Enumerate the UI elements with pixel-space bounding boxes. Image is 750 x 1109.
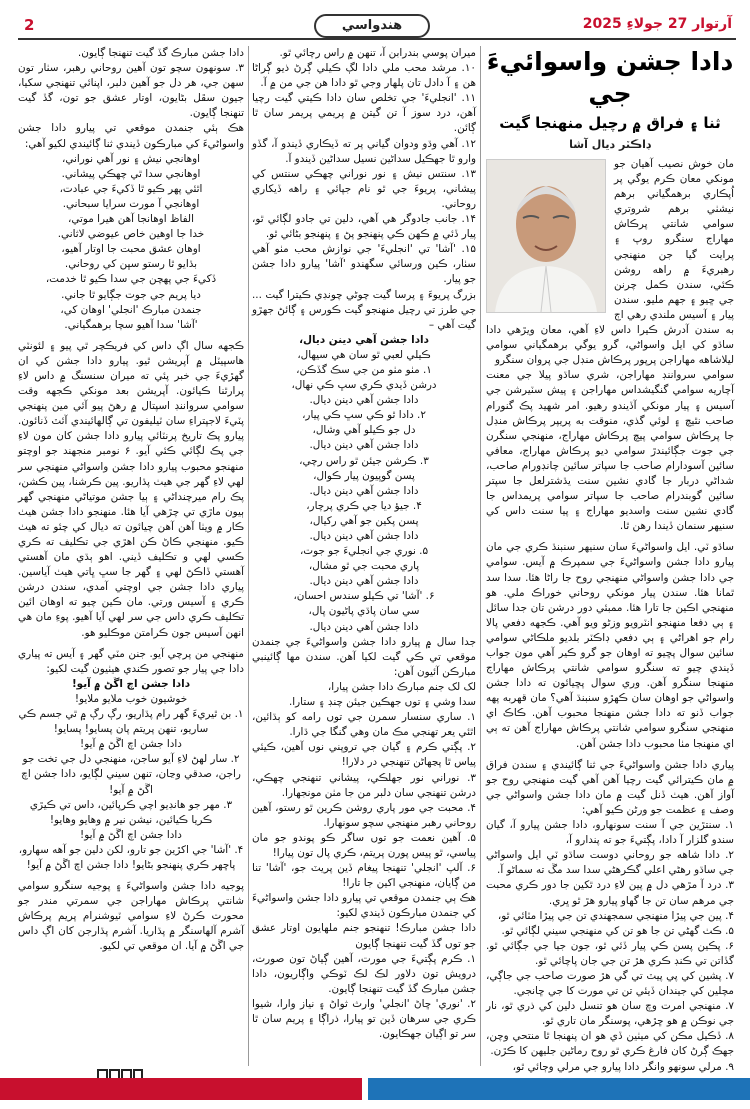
verse: ۱۱. 'انجليءَ' جي تخلص سان دادا ڪيتي گيت رچيا آهن، درد سوز آ تن گيتن ۾ پريمي پريمر سان ٿا ڳائن. xyxy=(252,92,476,135)
verse: ۴. محبت جي مور پاري روشن ڪرين ٿو رستو، آهين روحاني رهبر منهنجي سچو سونهارا. xyxy=(252,801,476,829)
verse: ۳. سونهون سچو تون آهين روحاني رهبر، سٺار تون سهن جي، هر دل جو آهين دلبر، اپنائي تنهنجي سکيا، جيون سڦل بڻايون، اوتار عشق جو تون، گڏ گيت تنهنجا ڳايون. xyxy=(18,62,244,120)
paragraph: جدا سال ۾ پيارو دادا جشن واسواڻيءَ جي جنمدن موقعي تي ڪي گيت لکيا آهن. سندن مها ڳائينبي مبارڪن آئيون آهن: xyxy=(252,635,476,678)
paragraph: پوجيه دادا جشن واسواڻيءَ ۽ پوجيه سنگرو سوامي شانتي پرڪاش مهاراجن جي سمرتي مندر جو محورت ڪرڻ لاءِ سوامي ٽيوشنرام پريم پرڪاش آشرم آلهاسنگر ۾ پڌاريا. آشرم پڌارجن کان اڳ داس جي اڱڻ ۾ آيا. ان موقعي تي لکيو. xyxy=(18,880,244,953)
poem-line: ۴. جيؤ ديا جي ڪري پرچار، xyxy=(306,499,422,512)
poem-line: دادا جشن آهي دينن ديال. xyxy=(309,394,419,407)
verse: ۱. ڪرم پڳتيءَ جي مورت، آهين ڳياڻ تون صورت، درويش تون دلاور لڪ لڪ ٽوڪي واڳاريون، دادا جشن مبارڪ گڏ گيت تنهنجا ڳايون. xyxy=(252,952,476,995)
poem-line: بڌايو ٿا رستو سڀن کي روحاني. xyxy=(64,258,198,271)
portrait-icon xyxy=(487,160,605,312)
poem-line: ۱. مٺو مٺو من جي سڪ گڏڪن، xyxy=(296,363,432,376)
verse: ۷. منهنجي امرت وچ سان هو تنسل دلين کي ذري ٿو، نار جي نوڪن ۾ هو ڇڙهي، پوسنگر مان تاري ٿو. xyxy=(486,1000,734,1028)
verse: ۵. آهين نعمت جو توں ساگر ڪو پوندو جو مان پياسي، ٿو پيس پورن پريتم، ڪري پال تون پيارا! xyxy=(252,831,476,859)
headline: دادا جشن واسوائيءَ جي xyxy=(486,47,734,108)
poem-line: ۱. بن ٿيريءَ گهر رام پڌاريو، رڳ رڳ ۾ ٿي جسم ڪي ساريو، تنهن پريتم پان پسايو! پسايو! xyxy=(18,708,244,736)
poem-line: دادا جشن آهي دينن ديال. xyxy=(309,439,419,452)
verse: ۱. سنتڙين جي آ سنت سونهارو، دادا جشن پيارو آ، گيان سندو گلزار آ دادا، پڳتيءَ جو ته پندارو آ، xyxy=(486,819,734,847)
footer-bar-blue xyxy=(368,1078,750,1100)
verse: ۲. پڳتي ڪرم ۽ گيان جي تروپني نوں آهين، ڪيئي پياس ٿا پڃهاڻن تنهنجي در دلارا! xyxy=(252,741,476,769)
verse: ۵. ڪٺ گهڻي تن جا هو تن کي منهنجي سيني لڳائي ٿو. xyxy=(501,924,734,937)
verse: سدا وشي ۽ توں جهڪين جيئن چنڊ ۽ ستارا. xyxy=(288,696,476,709)
poem-line: الفاظ اوهانجا آهن هيرا موتي، xyxy=(68,213,194,226)
verse: ۱. ساري سنسار سمرن جي توں رامه کو ٻڌائين، اٿئي يعر تهنجي مڪ مان وهي گنگا جي ڌارا. xyxy=(252,711,476,739)
footer-bar-red xyxy=(0,1078,362,1100)
dateline: آرتوار 27 جولاءِ 2025 xyxy=(582,16,732,32)
paragraph: ساڌو ٽي. ايل واسواڻيءَ سان سنيهر سنبنڌ ڪري جي مان پيارو دادا جشن واسواڻيءَ جي سمپرڪ ۾ آيس. سوامي جي دادا جشن واسواڻي منهنجي روح جا راڻا هئا. سدا سد ٿمانا هئا. سندن پيار مونکي روحاني خوراڪ ملي. هو منهنجي اڪين جا تارا هئا. ممبئي دور درشن تان جدا سائل ۽ ٻي دفعا منهنجو انٽرويو وزڻو ويو آهي. ڪجهه دفعي پالا رام جو اهراڻي ۽ ٻي دفعي ڊاڪٽر بلديو ملڪاڻي سوامي سائين سوال پڇيو ته اوهان جو گرو ڪير آهي مون جواب ڏيندي چيو ته سنگرو سوامي شانتي پرڪاش مهاراج منهنجا سنگرو آهن. وري سوال پڇيائون ته دادا جشن واسواڻي جو اوهان سان ڪهڙو سنبنڌ آهي؟ مان قهربه پهه جواب ڏنو ته دادا جشن منهنجا محبوب آهن. ڪاڪ اي منهنجي سنگرو سوامي شانتي پرڪاش مهاراج آهن ته ٻي اي منهنجا مٺا محبوب دادا جشن آهن. xyxy=(486,541,734,750)
poem-block xyxy=(18,152,244,333)
poem-line: دادا جشن آهي دينن ديال. xyxy=(309,620,419,633)
column-left xyxy=(18,46,244,955)
poem-line: ۳. ڪرشن جيئن ٿو راس رچي، xyxy=(299,454,429,467)
poem-line: اٿئي پهر ڪيو ٿا ڏکيءَ جي عبادت، xyxy=(59,182,203,195)
poem-line: سي سان پاڌي پاڻيون پال، xyxy=(308,605,420,618)
verse: ۲. دادا شاهه جو روحاني دوست ساڌو ٽي ايل واسواڻي جي ساڌو رهڻي اعلي گڪرهڻي سدا سد مڱ ته سماڻو آ. xyxy=(486,849,734,877)
poem-line: ۲. سار لهڻ لاءِ آيو ساجن، منهنجي دل جي تخت جو راجن، صدقي وڃان، تنهن سيني لڳايو، دادا جشن اچ اڱڻ ۾ آيو! xyxy=(21,753,241,796)
poem-line: دادا جشن اچ اڱڻ ۾ آيو! xyxy=(80,828,182,841)
masthead-logo: هندواسي xyxy=(314,14,430,38)
verse: ۷. پشين کي پي پيٽ تي گي هڙ صورت صاحب جي جاڳي، مچلين کي جيندان ڏيئي تن تي مورت کا جي ڇانجي. xyxy=(486,969,734,998)
poem-line: دادا جشن اچ اڱڻ ۾ آيو! xyxy=(71,677,191,690)
paragraph: هڪ ٻي جنمدن موقعي تي پيارو دادا جشن واسواڻيءَ کي جنمدن مبارڪون ڏيندي لکيو: xyxy=(252,892,476,920)
poem-line: ۳. مهر جو هانڊيو اچي ڪرپائين، داس تي ڪيڙي ڪريا ڪيائين، نيشن نير ۾ وهايو وهايو! xyxy=(29,798,233,826)
poem-block xyxy=(252,333,476,635)
subheadline: ثنا ۽ فراق ۾ رچيل منهنجا گيت xyxy=(499,114,721,132)
verse: دادا جشن مبارڪ گڏ گيت تنهنجا ڳايون. xyxy=(77,47,244,59)
poem-line: ديا پريم جي جوت جڳايو ٿا جاني. xyxy=(61,288,201,301)
verse: ۱۰. مرشد محب ملي دادا لڳ ڪيلي ڳرڻ ذيو ڳراڻا هن ۽ آ دادل تان پلهار وجي ٿو دادا هن جي من ۾ آ. xyxy=(252,62,476,90)
poem-line: دادا جشن آهي دينن ديال. xyxy=(309,575,419,588)
verse: ۳. نوراني نور جهلڪي، پيشاني تنهنجي چهڪي، درشن تنهنجي سان دلبر من جا مٺن مونجهارا. xyxy=(252,771,476,799)
paragraph: سوامي سرواننڊ مهاراجن، شري ساڌو پيلا جي معنت آچاريه سوامي گنگيشداس مهاراجن ۽ پيش سٽيرشن جي آسيس ۽ پيار مونکي آڏيندو رهيو. امر شهيد پڪ گنورام صاحب نٿيچ ۽ لوئي گذي، منوقت به پريپر پرڪاش منڊل جا پرڪاش سوامي پيچ پرڪاش مهاراج، منهنجي سنگرن جي جوت جڳائيندڙ سوامي ديو پرڪاش مهاراج، معافي سائين آسودارام صاحب جا سپاتر سائين چانڊورام صاحب، شداڻي دربار جا گادي نشين سنت يڌشترلعل جا سپتر سائين گوبندرام صاحب جا سپاتر سوامي پريمداس جا گادي نشين سنت واسديو مهاراج ۽ پيا سنت داس کي سنيهر سنمان ڏيندا رهن ٿا. xyxy=(486,369,734,533)
paragraph: هڪ ٻئي جنمدن موقعي تي پيارو دادا جشن واسواڻيءَ کي مبارڪون ڏيندي ثنا ڳائيندي لکيو آهي: xyxy=(18,122,244,150)
verse: ۱۲. آهي وڌو ودوان گياني پر ته ڏيڪاري ڏيندو آ، گڏو وارو ٿا جهڪيل سداڻين نسيل سداڻين ڏيندو آ. xyxy=(252,137,476,165)
poem-line: ۵. نوري جي انجليءَ جو جوت، xyxy=(299,545,429,558)
verse: ۱۵. 'آشا' تي 'انجليءَ' جي نوازش محب مٺو آهي سٺار، ڪين ورسائي سگهندو 'آشا' پيارو دادا جشن جو پيار. xyxy=(252,243,476,286)
verse: ۶. آلپ 'انجلي' تنهنجا پيغام ڏين پريٽ جو، 'آشا' تنا من ڳايان، منهنجي اکين جا تارا! xyxy=(252,862,476,890)
verse: ۹. مرلي سونهو وانگر دادا پيارو جي مرلي وڄائي ٿو، xyxy=(512,1060,734,1073)
paragraph: پياري دادا جشن واسواڻيءَ جي ثنا ڳائيندي ۽ سندن فراق ۾ مان ڪيترائي گيت رچيا آهن آهي گيت منهنجي روح جو آواز آهن. هيٺ ڏنل گيت ۾ مان دادا جشن واسواڻي جي وصف ۽ عظمت جو ورڻن ڪيو آهي: xyxy=(486,758,734,816)
page-header xyxy=(18,14,736,36)
poem-line: خوشيون خوب ملايو ملايو! xyxy=(74,692,188,705)
poem-line: پسن پکين جو آهي رکيال، xyxy=(309,514,419,527)
poem-line: ڏکيءَ جي پهچن جي سدا ڪيو ٿا خدمت، xyxy=(45,273,217,286)
paragraph: مان خوش نصيب آهيان جو مونکي معان ڪرم يوگي پر اُپڪاري برهمگياني برهم نيشٺي برهم شروتري سوامي شانتي پرڪاش مهاراج سنگرو روپ ۽ پرايت گيا جن منهنجي رهبريءَ ۾ راهه روشن ڪئي، سندن ڪمل چرنن جي ڇيو ۽ جهم مليو. سندن پيار ۽ آسيس ملندي رهي اڄ به سندن آدرش ڪيرا داس لاءِ آهي، معان ويڙهي دادا ساڌو کي ايل واسواڻي، گرو يوگي برهمگياني سوامي ليلاشاهه مهاراجن پرپور پرڪاش منڊل جي پروان سنگرو xyxy=(486,158,734,367)
poem-line: دل جو ڪيلو آهي وشال، xyxy=(312,424,416,437)
poem-line: دادا جشن آهي دينن ديال، xyxy=(299,333,429,346)
poem-line: اوهانجي آ مورت سرايا سبحاني. xyxy=(62,197,200,210)
verse: ۴. پين جي پيڙا منهنجي سمجهندي تن جي پيڙا مٽائي ٿو، xyxy=(497,909,734,922)
poem-line: اوهان عشق محبت جا اوتار آهيو، xyxy=(61,243,201,256)
verse: ۱۳. سنتس نيش ۽ نور نوراني چهڪي سنتس کي پيشاني، پريوءَ جي ٿو نام جپائي ۽ راهه ڏيکاري روحاني. xyxy=(252,167,476,210)
verse: ۶. پڪين پسن ڪي پيار ڏئي ٿو، جون جيا جي جڳائي ٿو. گڏاتن تي ڪنڊ ڪري هڙ تن جي جان پاچائي ٿو. xyxy=(486,939,734,967)
poem-line: ۴. 'آشا' جي اکڙين جو تارو، لکن دلين جو آهه سهارو، پاڇهر ڪري پنهنجو بڻايو! دادا جشن اچ اڱڻ ۾ آيو! xyxy=(18,843,244,871)
verse: ۸. ڏڪيل مڪن کي ميٺين ڏي هو ان پنهنجا ٿا منتحي وچن، جهڪ ڳرڻ کان فارغ ڪري ٿو روح رماڻين جليهن کا ڪڙن. xyxy=(486,1030,734,1058)
poem-line: اوهانجي سدا ٿي چهڪي پيشاني. xyxy=(61,167,201,180)
verse: لک لک جنم مبارڪ دادا جشن پيارا، xyxy=(327,680,476,693)
poem-line: پسن گوپيون پيار ڪوال، xyxy=(313,469,415,482)
poem-line: 'آشا' سدا آهيو سچا برهمگياني. xyxy=(64,318,198,331)
poem-line: ۶. 'آشا' تي ڪيلو سندس احسان، xyxy=(293,590,435,603)
paragraph: منهنجي من پرچي آيو. جنن مٽي گهر ۽ آيس ته پياري دادا جي پيار جو تصور ڪندي هيٺيون گيت لکيو: xyxy=(18,647,244,675)
verse: ۲. 'نوري' ڇاڻ 'انجلي' وارث ثواڻ ۽ نياز وارا، شيوا ڪري جي سرهان ڏين تو پيارا، ذراڳا ۽ پريم سان ٿا سر تو اڳيان جهڪايون. xyxy=(252,997,476,1041)
poem-line: پاري محبت جي ٿو مشال، xyxy=(308,560,420,573)
paragraph: ڪجهه سال اڳ داس کي فريڪچر ٿي پيو ۽ لئونٽي هاسپيٽل ۾ آپريشن ٿيو. پيارو دادا جشن کي ان گهڙيءَ جي خبر پئي ته ميران سنسنگ ۾ داس لاءِ پرارٿنا ڪيائون. آپريشن بعد مونکي ڪجهه وقت سوامي سرواننڊ اسپتال ۾ رهڻ پيو آئي مين پنهنجي پٽيءَ لاجپتراءِ سان ٽيليفون تي ڳالهائيندي آئٽ ڏنائون. پيارو پڪ تاريخ پرنٽائي پيارو دادا جشن کان مون لاءِ جي پڪ لڳائي ڪئي آيو. ۶ نومبر منجهند جو اوچتو منهنجو محبوب پيارو دادا جشن واسواڻي منهنجي سر لهي لاءِ گهر جي هيٺ پڌاريو. پين ڪرشنا، پين ڪشن، پڪ رام ميرچنداڻي ۽ ٻيا جشن موتياڻي منهنجي گهر ٻيون ماڙي تي چڙهي آيا هئا. منهنجو دادا جشن هيٺ ڪار ۾ ويٺا آهن آهن چيائون ته ديال کي چئو ته هيٺ ڪيو. منهنجي ڪاڻ ڪن اهڙي جي تڪليف ته ڪري ڪسي لهي و تڪليف ڏيني. اهو ٻڌي مان آهستي آهستي ڏاڪڻ لهي ۽ گهر جا سڀ ڀاتي هيٺ آياسين. پياري دادا جشن جي اوچتي آمدي، سندن درشن ڪري ۽ آسيس ورتي. مان ڪين چيو ته اوهان ائين تڪليف ڪري داس جي سر لهي آيا آهيو. پوءِ مان هي انهن آسيس جون ڪرامتن موڪليو هو. xyxy=(18,339,244,639)
byline: ڊاڪٽر ديال آشا xyxy=(569,138,651,151)
verse: ۳. درد آ مڙهي دل ۾ پين لاءِ درد ٿکين جا دور ڪري محبت جي مرهم سان تن جا گهاو پيارو هڙ ٿو ڀري. xyxy=(486,879,734,907)
poem-line: اوهانجي نيش ۽ نور آهي نوراني، xyxy=(61,152,201,165)
column-middle xyxy=(252,46,476,1042)
poem-block xyxy=(18,677,244,873)
column-divider xyxy=(480,46,481,1066)
poem-line: جنمدن مبارڪ 'انجلي' اوهان کي، xyxy=(60,303,202,316)
verse: دادا جشن مبارڪ! تنهنجو جنم ملهايون اوتار عشق جو توں گڏ گيت تنهنجا ڳايون xyxy=(252,922,476,950)
poem-line: ۲. دادا ٿو ڪي سڀ ڪي پيار، xyxy=(302,409,426,422)
footer-bar xyxy=(0,1078,750,1100)
column-divider xyxy=(248,46,249,1066)
poem-line: ڪيلي لعبي ٿو سان هي سيهال، xyxy=(297,348,431,361)
header-rule xyxy=(18,38,736,40)
poem-line: درشن ڏيدي ڪري سڀ ڪي نهال، xyxy=(291,379,437,392)
portrait-photo xyxy=(486,159,606,313)
poem-line: دادا جشن آهي دينن ديال. xyxy=(309,530,419,542)
poem-line: خدا جا اوهين خاص عيوضي لاثاني. xyxy=(57,228,205,241)
poem-line: دادا جشن اچ اڱڻ ۾ آيو! xyxy=(80,738,182,751)
page-number: 2 xyxy=(24,16,35,34)
poem-line: دادا جشن آهي دينن ديال. xyxy=(309,484,419,497)
verse: ۱۴. جانب جادوگر هي آهي، دلين تي جادو لڳائي ٿو، پيار ڏئي ۾ ڪهن ڪي پنهنجو پڻ ۽ پنهنجو بڻائي ٿو. xyxy=(252,213,476,241)
verse: ميران پوسي بندرابن آ، تنهن ۾ راس رچائي ٿو. xyxy=(279,47,476,59)
paragraph: بزرگ پريوءَ ۽ پرسا گيت چوڻي چونڊي ڪيترا گيت ... جي طرز تي رچيل منهنجو گيت ڪورس ۽ ڳائڻ جهڙو گيت آهي – xyxy=(252,288,476,331)
column-right xyxy=(486,46,734,1075)
